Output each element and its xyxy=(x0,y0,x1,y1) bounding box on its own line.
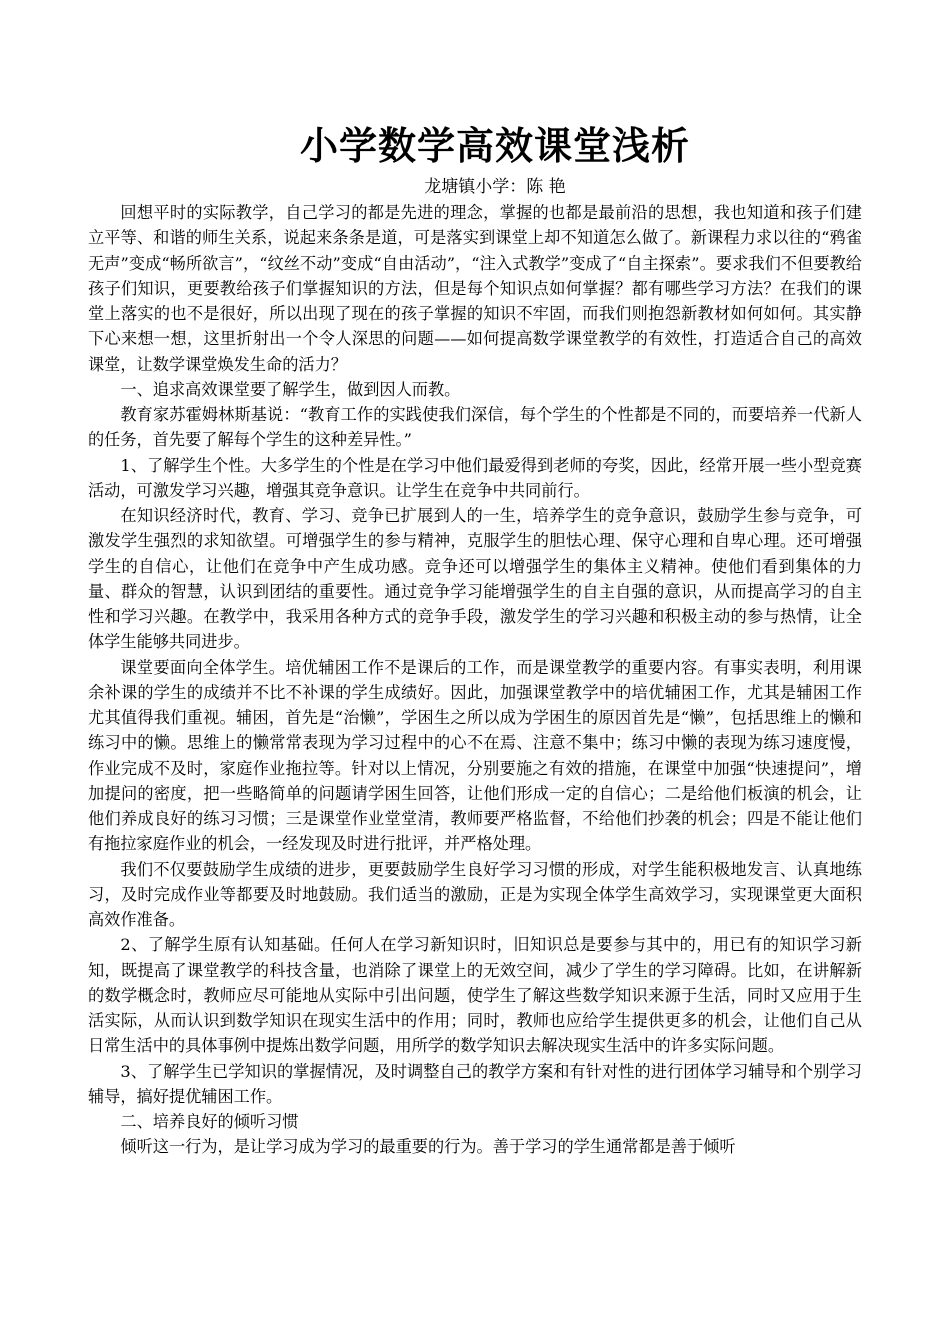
paragraph-encouragement: 我们不仅要鼓励学生成绩的进步，更要鼓励学生良好学习习惯的形成，对学生能积极地发言、认真地练习，及时完成作业等都要及时地鼓励。我们适当的激励，正是为实现全体学生高效学习，实现课堂更大面积高效作准备。 xyxy=(88,859,862,929)
paragraph-intro: 回想平时的实际教学，自己学习的都是先进的理念，掌握的也都是最前沿的思想，我也知道和孩子们建立平等、和谐的师生关系，说起来条条是道，可是落实到课堂上却不知道怎么做了。新课程力求以往的“鸦雀无声”变成“畅所欲言”，“纹丝不动”变成“自由活动”，“注入式教学”变成了“自主探索”。要求我们不但要教给孩子们知识，更要教给孩子们掌握知识的方法，但是每个知识点如何掌握？都有哪些学习方法？在我们的课堂上落实的也不是很好，所以出现了现在的孩子掌握的知识不牢固，而我们则抱怨新教材如何如何。其实静下心来想一想，这里折射出一个令人深思的问题——如何提高数学课堂教学的有效性，打造适合自己的高效课堂，让数学课堂焕发生命的活力？ xyxy=(88,203,862,374)
paragraph-point-1: 1、了解学生个性。大多学生的个性是在学习中他们最爱得到老师的夸奖，因此，经常开展一些小型竞赛活动，可激发学习兴趣，增强其竞争意识。让学生在竞争中共同前行。 xyxy=(88,455,862,500)
document-body xyxy=(88,200,862,1160)
paragraph-point-2: 2、了解学生原有认知基础。任何人在学习新知识时，旧知识总是要参与其中的，用已有的知识学习新知，既提高了课堂教学的科技含量，也消除了课堂上的无效空间，减少了学生的学习障碍。比如，在讲解新的数学概念时，教师应尽可能地从实际中引出问题，使学生了解这些数学知识来源于生活，同时又应用于生活实际，从而认识到数学知识在现实生活中的作用；同时，教师也应给学生提供更多的机会，让他们自己从日常生活中的具体事例中提炼出数学问题，用所学的数学知识去解决现实生活中的许多实际问题。 xyxy=(88,935,862,1056)
paragraph-competition: 在知识经济时代，教育、学习、竞争已扩展到人的一生，培养学生的竞争意识，鼓励学生参与竞争，可激发学生强烈的求知欲望。可增强学生的参与精神，克服学生的胆怯心理、保守心理和自卑心理。还可增强学生的自信心，让他们在竞争中产生成功感。竞争还可以增强学生的集体主义精神。使他们看到集体的力量、群众的智慧，认识到团结的重要性。通过竞争学习能增强学生的自主自强的意识，从而提高学习的自主性和学习兴趣。在教学中，我采用各种方式的竞争手段，激发学生的学习兴趣和积极主动的参与热情，让全体学生能够共同进步。 xyxy=(88,506,862,652)
paragraph-whole-class: 课堂要面向全体学生。培优辅困工作不是课后的工作，而是课堂教学的重要内容。有事实表明，利用课余补课的学生的成绩并不比不补课的学生成绩好。因此，加强课堂教学中的培优辅困工作，尤其是辅困工作尤其值得我们重视。辅困，首先是“治懒”，学困生之所以成为学困生的原因首先是“懒”，包括思维上的懒和练习中的懒。思维上的懒常常表现为学习过程中的心不在焉、注意不集中；练习中懒的表现为练习速度慢，作业完成不及时，家庭作业拖拉等。针对以上情况，分别要施之有效的措施，在课堂中加强“快速提问”，增加提问的密度，把一些略简单的问题请学困生回答，让他们形成一定的自信心；二是给他们板演的机会，让他们养成良好的练习习惯；三是课堂作业堂堂清，教师要严格监督，不给他们抄袭的机会；四是不能让他们有拖拉家庭作业的机会，一经发现及时进行批评，并严格处理。 xyxy=(88,657,862,854)
document-page xyxy=(88,118,862,1160)
paragraph-listening: 倾听这一行为，是让学习成为学习的最重要的行为。善于学习的学生通常都是善于倾听 xyxy=(120,1137,736,1157)
section-heading-1: 一、追求高效课堂要了解学生，做到因人而教。 xyxy=(120,379,461,399)
paragraph-quote: 教育家苏霍姆林斯基说：“教育工作的实践使我们深信，每个学生的个性都是不同的，而要培养一代新人的任务，首先要了解每个学生的这种差异性。” xyxy=(88,405,862,450)
document-title: 小学数学高效课堂浅析 xyxy=(299,124,690,168)
paragraph-point-3: 3、了解学生已学知识的掌握情况，及时调整自己的教学方案和有针对性的进行团体学习辅导和个别学习辅导，搞好提优辅困工作。 xyxy=(88,1061,862,1106)
document-author: 龙塘镇小学：陈 艳 xyxy=(424,177,566,197)
section-heading-2: 二、培养良好的倾听习惯 xyxy=(120,1112,299,1131)
